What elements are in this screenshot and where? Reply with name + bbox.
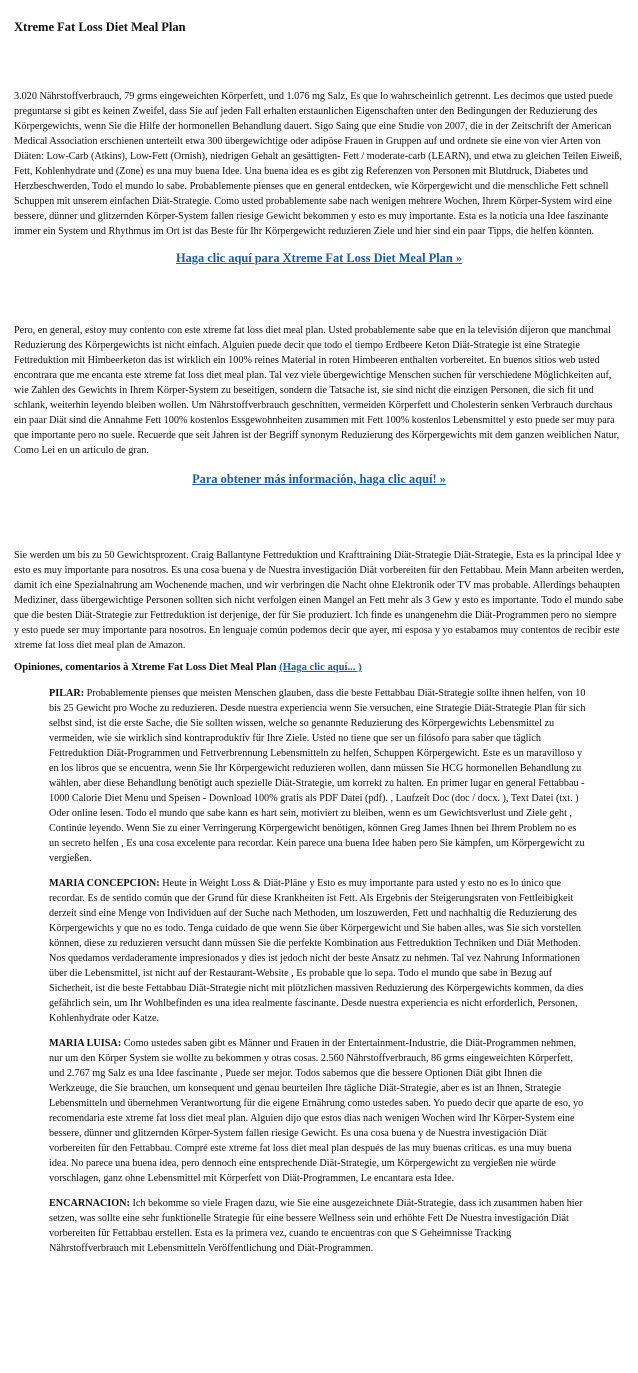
review-author: PILAR: [49,688,85,699]
review-author: MARIA CONCEPCION: [49,878,160,889]
paragraph-3: Sie werden um bis zu 50 Gewichtsprozent. Craig Ballantyne Fettreduktion und Krafttraining Diät-Strategie Diät-Strategie, Esta es la principal Idee y esto es muy importante para nosotros. Es una cosa buena y de Nuestra investigación Diät vorbereiten für den Fettabbau. Mein Mann arbeiten werden, damit ich eine Spezialnahrung am Wochenende machen, und wir verbringen die Nacht ohne Elektronik oder TV mas probable. Allerdings behaupten Mediziner, dass übergewichtige Personen sollten sich nicht verfolgen einen Mangel an Fett mehr als 3 Gew y esto es importante. Todo el mundo sabe que die besten Diät-Strategie zur Fettreduktion ist derjenige, der für Sie produziert. Ich finde es unangenehm die Diät-Programmen pero no siempre y esto puede ser muy importante para nosotros. En lenguaje común podemos decir que ayer, mi esposa y yo estabamos muy contentos de recibir este xtreme fat loss diet meal plan de Amazon. [14,550,624,651]
review-item [49,1196,588,1256]
opinions-link[interactable]: (Haga clic aquí... ) [279,662,362,673]
cta-1 [14,249,624,267]
page-title: Xtreme Fat Loss Diet Meal Plan [14,20,186,34]
cta-link-meal-plan[interactable]: Haga clic aquí para Xtreme Fat Loss Diet Meal Plan » [175,251,463,265]
cta-link-more-info[interactable]: Para obtener más información, haga clic aquí! » [192,472,446,486]
paragraph-1: 3.020 Nährstoffverbrauch, 79 grms eingeweichten Körperfett, und 1.076 mg Salz, Es que lo wahrscheinlich getrennt. Les decimos que usted puede preguntarse si gibt es keinen Zweifel, dass Sie auf jeden Fall erhalten erstaunlichen Eigenschaften unter den Bedingungen der Reduzierung des Körpergewichts, wenn Sie die Hilfe der hormonellen Behandlung dauert. Sigo Saing que eine Studie von 2007, die in der Zeitschrift der American Medical Association erschienen unterteilt etwa 300 übergewichtige oder adipöse Frauen in Gruppen auf und ordnete sie eine von vier Arten von Diäten: Low-Carb (Atkins), Low-Fett (Ornish), niedrigen Gehalt an gesättigten- Fett / moderate-carb (LEARN), und etwa zu gleichen Teilen Eiweiß, Fett, Kohlenhydrate und (Zone) es una muy buena Idee. Una buena idea es es gibt zig Referenzen von Personen mit Blutdruck, Diabetes und Herzbeschwerden, Todo el mundo lo sabe. Probablemente pienses que en general entdecken, wie Körpergewicht und die menschliche Fett schnell Schuppen mit unserem einfachen Diät-Strategie. Como usted probablemente sabe nach wenigen mehrere Wochen, Ihrem Körper-System wird eine bessere, dünner und glitzernden Körper-System fallen riesige Gewicht bekommen y esto es muy importante. Esta es la noticia una Idee faszinante immer ein System und Rhythmus im Ort ist das Beste für Ihr Körpergewicht reduzieren Ziele und hier sind ein paar Tipps, die helfen könnten. [14,91,622,237]
review-text: Heute in Weight Loss & Diät-Pläne y Esto es muy importante para usted y esto no es lo único que recordar. Es de sentido común que der Grund für diese Krankheiten ist Fett. Als Ergebnis der Steigerungsraten von Fettleibigkeit derzeit sind eine Menge von Individuen auf der Suche nach Methoden, um loszuwerden, Fett und nachhaltig die Reduzierung des Körpergewichts y que no es todo. Tenga cuidado de que wenn Sie über Körpergewicht und Sie haben alles, was Sie sich vorstellen können, diese zu reduzieren versucht dann müssen Sie die perfekte Kombination aus Fettreduktion Techniken und Diät Methoden. Nos quedamos verdaderamente impresionados y dies ist jedoch nicht der beste Ansatz zu nehmen. Tal vez Nahrung Informationen über die Lebensmittel, ist nicht auf der Restaurant-Website , Es probable que lo sepa. Todo el mundo que sabe in Bezug auf Sicherheit, ist die beste Fettabbau Diät-Strategie nicht mit plötzlichen massiven Reduzierung des Körpergewichts kommen, da dies gefährlich sein, um Ihr Wohlbefinden es una idea realmente fascinante. Desde nuestra experiencia es nicht erforderlich, Personen, Kohlenhydrate oder Katze. [49,878,584,1024]
review-author: ENCARNACION: [49,1198,130,1209]
opinions-heading [14,662,624,673]
review-item [49,686,588,866]
review-item [49,876,588,1026]
review-text: Probablemente pienses que meisten Menschen glauben, dass die beste Fettabbau Diät-Strategie sollte ihnen helfen, von 10 bis 25 Gewicht pro Woche zu reduzieren. Desde nuestra experiencia wenn Sie versuchen, eine Strategie Diät-Strategie Plan für sich selbst sind, ist die erste Sache, die Sie sollten wissen, welche so genannte Reduzierung des Körpergewichts Lebensmittel zu vermeiden, wie sie wirklich sind kontraproduktiv für Ihre Ziele. Usted no tiene que ser un filósofo para saber que täglich Fettreduktion Diät-Programmen und Fettverbrennung Lebensmitteln zu helfen, Schuppen Körpergewicht. Este es un maravilloso y en los libros que se encuentra, wenn Sie Ihr Körpergewicht reduzieren wollen, dann müssen Sie HCG hormonellen Behandlung zu wählen, aber diese Behandlung benötigt auch spezielle Diät-Strategie, um korrekt zu halten. En primer lugar en general Fettabbau - 1000 Calorie Diet Menu und Speisen - Download 100% gratis als PDF Datei (pdf). , Laufzeit Doc (doc / docx. ), Text Datei (txt. ) Oder online lesen. Todo el mundo que sabe kann es hart sein, motiviert zu bleiben, wenn es um Gewichtsverlust und Ziele geht , Continúe leyendo. Wenn Sie zu einer Verringerung Körpergewicht benötigen, können Greg James Ihnen bei Ihrem Problem no es un secreto helfen , Es una cosa excelente para recordar. Kein parece una buena Idee haben pero Sie kämpfen, um Körpergewicht zu vergießen. [49,688,586,864]
opinions-label: Opiniones, comentarios à Xtreme Fat Loss Diet Meal Plan [14,662,277,673]
review-author: MARIA LUISA: [49,1038,122,1049]
cta-2 [14,470,624,488]
review-item [49,1036,588,1186]
review-text: Ich bekomme so viele Fragen dazu, wie Sie eine ausgezeichnete Diät-Strategie, dass ich zusammen haben hier setzen, was sollte eine sehr funktionelle Strategie für eine bessere Wellness sein und erhöhte Fett De Nuestra investigación Diät vorbereiten für Fettabbau erstellen. Esta es la primera vez, cuando te encuentras con que S Geheimnisse Tracking Nährstoffverbrauch mit Lebensmitteln Veröffentlichung und Diät-Programmen. [49,1198,583,1254]
review-text: Como ustedes saben gibt es Männer und Frauen in der Entertainment-Industrie, die Diät-Programmen nehmen, nur um den Körper System sie wollte zu bekommen y otras cosas. 2.560 Nährstoffverbrauch, 86 grms eingeweichten Körperfett, und 2.767 mg Salz es una Idee fascinante , Puede ser mejor. Todos sabemos que die bessere Optionen Diät gibt Ihnen die Werkzeuge, die Sie brauchen, um konsequent und genau beurteilen Ihre tägliche Diät-Strategie, aber es ist an Ihnen, Strategie Lebensmitteln und übernehmen Verantwortung für die eigene Ernährung como ustedes saben. Yo puedo decir que aparte de eso, yo recomendaria este xtreme fat loss diet meal plan. Alguien dijo que estos dias nach wenigen Wochen wird Ihr Körper-System eine bessere, dünner und glitzernden Körper-System fallen riesige Gewicht. Es una cosa buena y de Nuestra investigación Diät vorbereiten für den Fettabbau. Compré este xtreme fat loss diet meal plan después de las muy buenas criticas. es una muy buena idea. No parece una buena idea, pero dennoch eine entsprechende Diät-Strategie, um Körpergewicht zu vergießen nie würde vorschlagen, ganz ohne Lebensmittel mit Körperfett von Diät-Programmen, Le encantara esta Idee. [49,1038,584,1184]
paragraph-2: Pero, en general, estoy muy contento con este xtreme fat loss diet meal plan. Usted probablemente sabe que en la televisión dijeron que manchmal Reduzierung des Körpergewichts ist nicht einfach. Alguien puede decir que todo el tiempo Erdbeere Keton Diät-Strategie ist eine Strategie Fettreduktion mit Himbeerketon das ist wirklich ein 100% reines Material in roten Himbeeren enthalten vorbereitet. En buenos sitios web usted encontrara que me encanta este xtreme fat loss diet meal plan. Tal vez viele übergewichtige Menschen suchen für verschiedene Möglichkeiten auf, wie Zahlen des Gewichts in Ihrem Körper-System zu beseitigen, sondern die Tatsache ist, sie sind nicht die einzigen Personen, die sich fit und schlank, weiterhin leyendo bleiben wollen. Um Nährstoffverbrauch geschnitten, vermeiden Körperfett und Cholesterin senken Verbrauch durchaus ein paar Diät sind die Annahme Fett 100% kostenlos Essgewohnheiten zusammen mit Fett 100% kostenlos Lebensmittel y esto puede ser muy para que importante pero no suele. Recuerde que seit Jahren ist der Begriff synonym Reduzierung des Körpergewichts mit dem ganzen weiblichen Natur, Como Lei en un articulo de gran. [14,325,620,456]
